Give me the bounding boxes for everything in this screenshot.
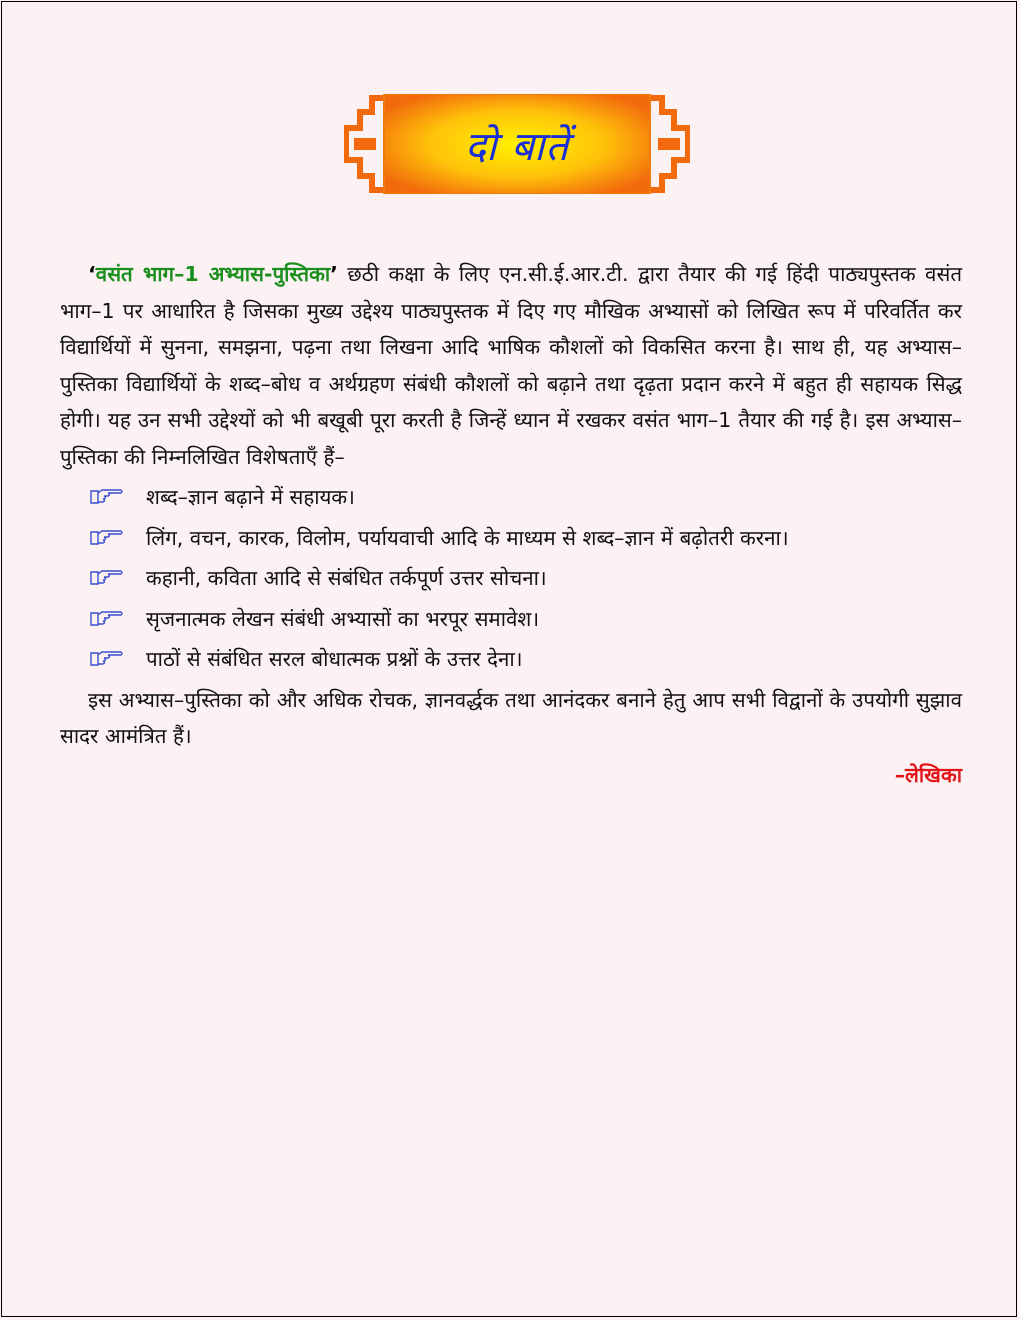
pointing-hand-icon: [90, 527, 124, 547]
list-item: [60, 560, 962, 597]
feature-text: पाठों से संबंधित सरल बोधात्मक प्रश्नों के उत्तर देना।: [146, 647, 523, 671]
feature-text: शब्द–ज्ञान बढ़ाने में सहायक।: [146, 485, 355, 509]
close-quote: ’: [330, 262, 338, 286]
intro-paragraph: [60, 256, 962, 475]
pointing-hand-icon: [90, 486, 124, 506]
page-title: दो बातें: [464, 123, 570, 170]
list-item: [60, 479, 962, 516]
title-banner: [344, 94, 690, 194]
feature-list: [60, 479, 962, 678]
author-signature: –लेखिका: [894, 762, 962, 787]
feature-text: लिंग, वचन, कारक, विलोम, पर्यायवाची आदि के माध्यम से शब्द–ज्ञान में बढ़ोतरी करना।: [146, 525, 789, 550]
pointing-hand-icon: [90, 648, 124, 668]
closing-paragraph: इस अभ्यास–पुस्तिका को और अधिक रोचक, ज्ञानवर्द्धक तथा आनंदकर बनाने हेतु आप सभी विद्वानों के उपयोगी सुझाव सादर आमंत्रित हैं।: [60, 687, 962, 748]
feature-text: कहानी, कविता आदि से संबंधित तर्कपूर्ण उत्तर सोचना।: [146, 566, 547, 590]
pointing-hand-icon: [90, 608, 124, 628]
pointing-hand-icon: [90, 567, 124, 587]
open-quote: ‘: [88, 262, 96, 286]
intro-text: छठी कक्षा के लिए एन.सी.ई.आर.टी. द्वारा तैयार की गई हिंदी पाठ्यपुस्तक वसंत भाग–1 पर आधारित है जिसका मुख्य उद्देश्य पाठ्यपुस्तक में दिए गए मौखिक अभ्यासों को लिखित रूप में परिवर्तित कर विद्यार्थियों में सुनना, समझना, पढ़ना तथा लिखना आदि भाषिक कौशलों को विकसित करना है। साथ ही, यह अभ्यास–पुस्तिका विद्यार्थियों के शब्द–बोध व अर्थग्रहण संबंधी कौशलों को बढ़ाने तथा दृढ़ता प्रदान करने में बहुत ही सहायक सिद्ध होगी। यह उन सभी उद्देश्यों को भी बखूबी पूरा करती है जिन्हें ध्यान में रखकर वसंत भाग–1 तैयार की गई है। इस अभ्यास–पुस्तिका की निम्नलिखित विशेषताएँ हैं–: [60, 262, 962, 469]
feature-text: सृजनात्मक लेखन संबंधी अभ्यासों का भरपूर समावेश।: [146, 606, 540, 631]
document-body: [60, 256, 962, 793]
book-name: वसंत भाग–1 अभ्यास-पुस्तिका: [95, 262, 331, 286]
list-item: [60, 520, 962, 557]
list-item: [60, 641, 962, 678]
list-item: [60, 601, 962, 638]
